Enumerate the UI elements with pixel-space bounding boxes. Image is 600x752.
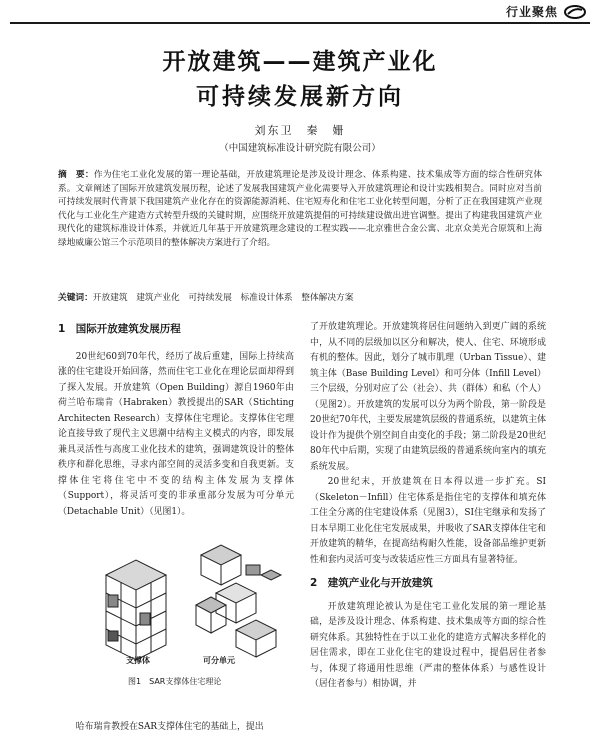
- figure-1-caption: 图1 SAR支撑体住宅理论: [128, 677, 222, 686]
- detachable-units-drawing: [196, 545, 281, 657]
- right-column: [310, 320, 546, 693]
- keywords: [58, 292, 542, 305]
- right-paragraph-1: 了开放建筑理论。开放建筑将居住问题纳入到更广阔的系统中，从不同的层级加以区分和解决，使人、住宅、环境形成有机的整体。因此，划分了城市肌理（Urban Tissue）、建筑主体（Base Building Level）和可分体（Infill Level）三个层级，分别对应了公（社会）、共（群体）和私（个人）（见图2）。开放建筑的发展可以分为两个阶段，第一阶段是20世纪70年代，主要发展建筑层级的普通系统，以建筑主体设计作为提供个别空间自由变化的手段；第二阶段是20世纪80年代中后期，实现了由建筑层级的普通系统向室内的填充系统发展。: [310, 322, 546, 472]
- section-2-paragraph-1: 开放建筑理论被认为是住宅工业化发展的第一理论基础，是涉及设计理念、体系构建、技术集成等方面的综合性研究体系。其独特性在于以工业化的建造方式解决多样化的居住需求，即在工业化住宅的建设过程中，提倡居住者参与，体现了将通用性思维（严肃的整体体系）与感性设计（居住者参与）相协调，并: [310, 601, 546, 689]
- left-column-upper: [58, 322, 294, 520]
- journal-logo-icon: [564, 5, 586, 19]
- figure-label-detachable: 可分单元: [203, 656, 235, 665]
- right-paragraph-2: 20世纪末，开放建筑在日本得以进一步扩充。SI（Skeleton－Infill）住宅体系是指住宅的支撑体和填充体工住全分离的住宅建设体系（见图3），SI住宅继承和发扬了日本早期工业化住宅发展成果，并吸收了SAR支撑体住宅和开放建筑的精华，在提高结构耐久性能，设备部品维护更新性和套内灵活可变与改装适应性三方面具有显著特征。: [310, 477, 546, 565]
- abstract-label: 摘 要：: [58, 170, 94, 180]
- figure-label-support: 支撑体: [126, 656, 150, 665]
- figure-1-sar-diagram: [96, 535, 286, 670]
- abstract: [58, 169, 542, 250]
- left-column-lower: [58, 720, 294, 736]
- abstract-text: 作为住宅工业化发展的第一理论基础，开放建筑理论是涉及设计理念、体系构建、技术集成等方面的综合性研究体系。文章阐述了国际开放建筑发展历程，论述了发展我国建筑产业化需要导入开放建筑理论和设计实践相契合。同时应对当前可持续发展时代背景下我国建筑产业化存在的资源能源消耗、住宅短寿化和住宅工业化转型问题，分析了正在我国建筑产业现代化与工业化生产建造方式转型升级的关键时期，应围绕开放建筑提倡的可持续建设做出进官调整。提出了构建我国建筑产业现代化的建筑标准设计体系，并就近几年基于开放建筑理念建设的工程实践——北京雅世合金公寓、北京众美光合原筑和上海绿地威廉公馆三个示范项目的整体解决方案进行了介绍。: [58, 170, 543, 248]
- section-1-paragraph-2: 哈布瑞肯教授在SAR支撑体住宅的基础上，提出: [75, 722, 264, 732]
- affiliation: （中国建筑标准设计研究院有限公司）: [219, 143, 381, 154]
- section-1-paragraph-1: 20世纪60到70年代，经历了战后重建，国际上持续高涨的住宅建设开始回落，然而住宅工业化在理论层面却得到了探入发展。开放建筑（Open Building）源自1960年由荷兰哈布瑞肯（Habraken）教授提出的SAR（Stichting Architecten Research）支撑体住宅理论。支撑体住宅理论直接导致了现代主义思潮中结构主义模式的内容，即发展兼具灵活性与高度工业化技术的建筑，强调建筑设计的整体秩序和群化思维，寻求内部空间的灵活多变和自我更新。支撑体住宅将住宅中不变的结构主体发展为支撑体（Support），将灵活可变的非承重部分发展为可分单元（Detachable Unit）（见图1）。: [58, 351, 294, 517]
- authors: 刘东卫 秦 姗: [254, 124, 346, 137]
- article-title-line2: 可持续发展新方向: [196, 84, 404, 110]
- section-1-heading: 1 国际开放建筑发展历程: [58, 323, 181, 335]
- section-2-heading: 2 建筑产业化与开放建筑: [310, 577, 433, 589]
- header-section-tag: [506, 3, 586, 20]
- keywords-label: 关键词：: [58, 293, 93, 303]
- support-structure-drawing: [106, 560, 166, 660]
- keywords-text: 开放建筑 建筑产业化 可持续发展 标准设计体系 整体解决方案: [92, 293, 354, 303]
- article-title-line1: 开放建筑——建筑产业化: [162, 49, 438, 75]
- header-rule: [10, 22, 590, 24]
- section-label: 行业聚焦: [505, 5, 558, 19]
